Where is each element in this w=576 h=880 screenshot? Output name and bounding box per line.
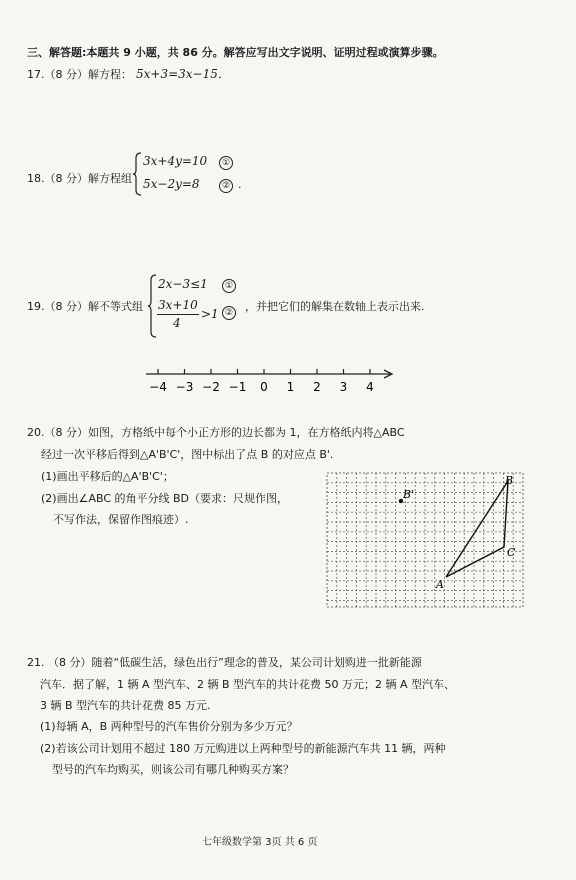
section-header: 三、解答题:本题共 9 小题，共 86 分。解答应写出文字说明、证明过程或演算步骤。	[27, 46, 444, 59]
q18-label: 18.（8 分）解方程组	[27, 172, 132, 185]
number-line	[140, 362, 400, 398]
q18-end: .	[238, 178, 242, 191]
q19-brace	[147, 274, 157, 338]
number-line-label: 2	[313, 380, 321, 394]
triangle-abc	[446, 481, 508, 577]
q20-part1: (1)画出平移后的△A'B'C'；	[41, 470, 174, 483]
q21-part2a: (2)若该公司计划用不超过 180 万元购进以上两种型号的新能源汽车共 11 辆，两种	[40, 742, 446, 755]
number-line-label: −1	[228, 380, 247, 394]
q19-ineq2-num: 3x+10	[158, 298, 198, 312]
q17-label: 17.（8 分）解方程：	[27, 68, 132, 81]
q18-mark2: ②	[219, 179, 233, 193]
q20-part2a: (2)画出∠ABC 的角平分线 BD（要求：尺规作图，	[41, 492, 289, 505]
number-line-label: 0	[260, 380, 268, 394]
q19-ineq2-den: 4	[173, 316, 181, 330]
number-line-label: −3	[175, 380, 194, 394]
number-line-label: 3	[339, 380, 348, 394]
q20-line1: 20.（8 分）如图，方格纸中每个小正方形的边长都为 1，在方格纸内将△ABC	[27, 426, 405, 439]
q19-ineq2-rest: >1	[201, 307, 219, 321]
label-bprime: B'	[403, 488, 415, 501]
q18-eq1: 3x+4y=10	[143, 154, 208, 168]
q21-part1: (1)每辆 A，B 两种型号的汽车售价分别为多少万元？	[40, 720, 298, 733]
q21-line3: 3 辆 B 型汽车的共计花费 85 万元.	[40, 699, 211, 712]
q19-suffix: ，并把它们的解集在数轴上表示出来.	[245, 300, 425, 313]
number-line-label: −2	[202, 380, 220, 394]
label-a: A	[436, 578, 444, 591]
q21-line1: 21. （8 分）随着“低碳生活，绿色出行”理念的普及，某公司计划购进一批新能源	[27, 656, 422, 669]
q19-mark1: ①	[222, 279, 236, 293]
number-line-label: 1	[286, 380, 295, 394]
q21-part2b: 型号的汽车均购买，则该公司有哪几种购买方案？	[52, 763, 294, 776]
label-c: C	[507, 546, 516, 559]
q20-part2b: 不写作法，保留作图痕迹）.	[53, 513, 189, 526]
label-b: B	[505, 474, 514, 487]
q18-mark1: ①	[219, 156, 233, 170]
q20-line2: 经过一次平移后得到△A'B'C'，图中标出了点 B 的对应点 B'.	[41, 448, 334, 461]
q18-eq2: 5x−2y=8	[143, 177, 200, 191]
q19-mark2: ②	[222, 306, 236, 320]
page-footer: 七年级数学第 3页 共 6 页	[202, 837, 318, 848]
q19-fraction-bar	[157, 314, 199, 315]
q18-brace	[132, 152, 142, 196]
q17-equation: 5x+3=3x−15．	[136, 67, 230, 81]
q19-label: 19.（8 分）解不等式组	[27, 300, 143, 313]
number-line-label: −4	[149, 380, 167, 394]
q19-ineq1: 2x−3≤1	[158, 277, 208, 291]
grid-figure	[326, 472, 524, 608]
number-line-label: 4	[366, 380, 374, 394]
q21-line2: 汽车．据了解，1 辆 A 型汽车、2 辆 B 型汽车的共计花费 50 万元；2 辆 A 型汽车、	[40, 678, 456, 691]
